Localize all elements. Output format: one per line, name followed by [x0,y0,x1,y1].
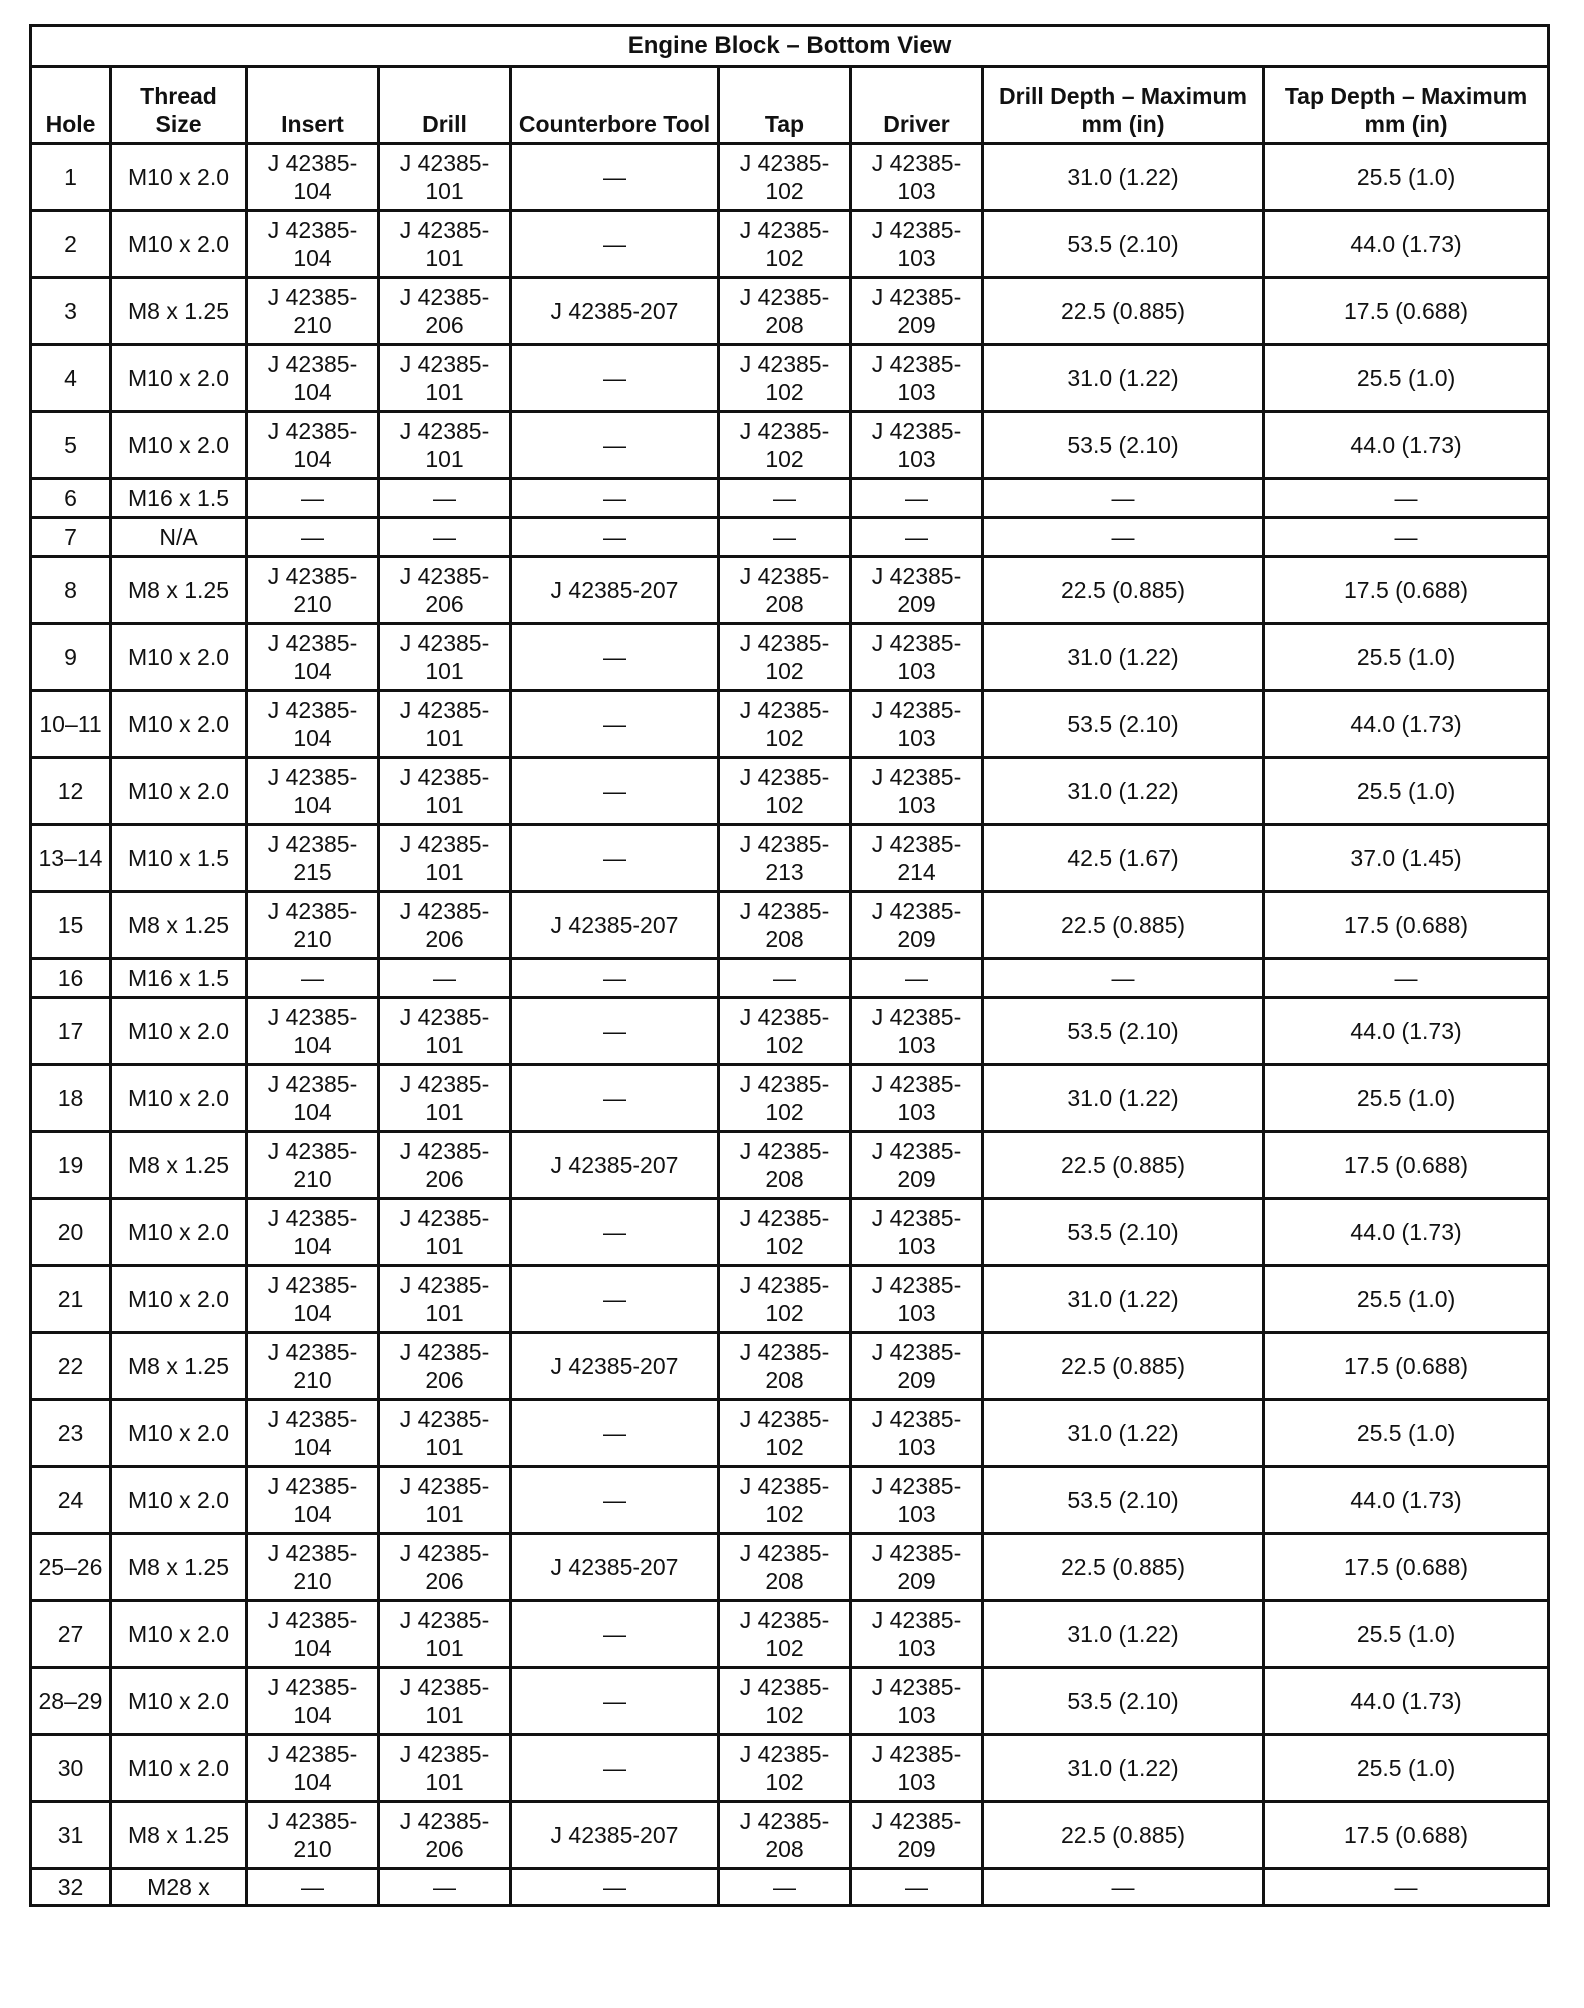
cell-tap: — [719,518,851,557]
cell-tap: J 42385-208 [719,892,851,959]
cell-drill-depth: — [983,1869,1264,1906]
cell-tap: — [719,479,851,518]
cell-drill: J 42385-206 [379,557,511,624]
cell-hole: 16 [31,959,111,998]
cell-insert: J 42385-104 [247,1467,379,1534]
cell-drill-depth: 22.5 (0.885) [983,1534,1264,1601]
cell-tap-depth: 44.0 (1.73) [1264,1668,1549,1735]
cell-counterbore-tool: — [511,624,719,691]
cell-tap-depth: — [1264,959,1549,998]
cell-drill-depth: 22.5 (0.885) [983,1132,1264,1199]
cell-counterbore-tool: — [511,412,719,479]
cell-tap-depth: 17.5 (0.688) [1264,278,1549,345]
cell-hole: 28–29 [31,1668,111,1735]
cell-drill: J 42385-101 [379,825,511,892]
cell-driver: — [851,959,983,998]
cell-driver: J 42385-103 [851,412,983,479]
cell-hole: 23 [31,1400,111,1467]
cell-drill: — [379,518,511,557]
cell-counterbore-tool: J 42385-207 [511,557,719,624]
table-row [31,1132,1549,1199]
cell-driver: J 42385-103 [851,758,983,825]
cell-insert: J 42385-104 [247,691,379,758]
cell-hole: 21 [31,1266,111,1333]
cell-thread-size: M8 x 1.25 [111,892,247,959]
cell-drill-depth: 31.0 (1.22) [983,1065,1264,1132]
cell-tap-depth: 25.5 (1.0) [1264,1065,1549,1132]
cell-drill-depth: — [983,479,1264,518]
cell-insert: J 42385-210 [247,892,379,959]
cell-counterbore-tool: — [511,1199,719,1266]
cell-thread-size: M10 x 2.0 [111,1065,247,1132]
cell-thread-size: M10 x 2.0 [111,1400,247,1467]
cell-insert: J 42385-104 [247,998,379,1065]
cell-hole: 13–14 [31,825,111,892]
cell-tap-depth: 25.5 (1.0) [1264,144,1549,211]
cell-drill: J 42385-101 [379,758,511,825]
table-row [31,1467,1549,1534]
cell-insert: J 42385-104 [247,1400,379,1467]
cell-tap-depth: 25.5 (1.0) [1264,1266,1549,1333]
cell-tap-depth: 37.0 (1.45) [1264,825,1549,892]
table-title: Engine Block – Bottom View [31,26,1549,67]
cell-counterbore-tool: — [511,518,719,557]
cell-drill-depth: 31.0 (1.22) [983,758,1264,825]
cell-thread-size: M10 x 2.0 [111,345,247,412]
cell-counterbore-tool: — [511,1869,719,1906]
table-row [31,1735,1549,1802]
cell-thread-size: M10 x 2.0 [111,1601,247,1668]
cell-hole: 17 [31,998,111,1065]
cell-tap: J 42385-102 [719,412,851,479]
table-row [31,1802,1549,1869]
cell-drill-depth: 31.0 (1.22) [983,345,1264,412]
cell-drill-depth: 53.5 (2.10) [983,1668,1264,1735]
cell-tap: J 42385-102 [719,691,851,758]
cell-counterbore-tool: — [511,1467,719,1534]
cell-driver: — [851,479,983,518]
cell-tap-depth: — [1264,1869,1549,1906]
cell-drill: — [379,479,511,518]
cell-drill-depth: — [983,959,1264,998]
cell-tap-depth: 17.5 (0.688) [1264,557,1549,624]
cell-drill-depth: 31.0 (1.22) [983,144,1264,211]
cell-hole: 20 [31,1199,111,1266]
cell-tap-depth: 25.5 (1.0) [1264,624,1549,691]
cell-hole: 9 [31,624,111,691]
cell-drill: J 42385-101 [379,624,511,691]
cell-insert: — [247,1869,379,1906]
table-row [31,1199,1549,1266]
cell-hole: 1 [31,144,111,211]
cell-thread-size: M10 x 2.0 [111,1266,247,1333]
table-row [31,518,1549,557]
cell-thread-size: M10 x 2.0 [111,758,247,825]
cell-drill: J 42385-101 [379,1400,511,1467]
cell-insert: — [247,518,379,557]
cell-counterbore-tool: — [511,1065,719,1132]
cell-counterbore-tool: — [511,345,719,412]
cell-driver: J 42385-209 [851,278,983,345]
cell-tap-depth: 44.0 (1.73) [1264,412,1549,479]
cell-tap: J 42385-102 [719,1266,851,1333]
cell-drill: J 42385-101 [379,144,511,211]
column-header: Driver [851,67,983,144]
cell-tap: — [719,1869,851,1906]
cell-thread-size: M16 x 1.5 [111,479,247,518]
cell-drill: J 42385-206 [379,892,511,959]
cell-drill: J 42385-101 [379,412,511,479]
cell-hole: 12 [31,758,111,825]
cell-driver: J 42385-103 [851,1601,983,1668]
table-body [31,144,1549,1906]
cell-tap-depth: 44.0 (1.73) [1264,1199,1549,1266]
cell-tap: J 42385-208 [719,557,851,624]
table-row [31,1266,1549,1333]
cell-counterbore-tool: — [511,211,719,278]
cell-hole: 30 [31,1735,111,1802]
cell-driver: J 42385-103 [851,1199,983,1266]
cell-thread-size: M8 x 1.25 [111,557,247,624]
cell-tap: J 42385-102 [719,345,851,412]
cell-counterbore-tool: — [511,691,719,758]
table-row [31,959,1549,998]
cell-driver: J 42385-103 [851,1400,983,1467]
table-row [31,1333,1549,1400]
cell-counterbore-tool: — [511,1668,719,1735]
cell-insert: J 42385-210 [247,1333,379,1400]
cell-thread-size: M8 x 1.25 [111,1132,247,1199]
cell-drill-depth: 53.5 (2.10) [983,691,1264,758]
column-header: Thread Size [111,67,247,144]
cell-driver: J 42385-103 [851,1735,983,1802]
cell-counterbore-tool: J 42385-207 [511,278,719,345]
cell-tap-depth: 17.5 (0.688) [1264,892,1549,959]
cell-tap-depth: 17.5 (0.688) [1264,1333,1549,1400]
table-row [31,691,1549,758]
column-header: Counterbore Tool [511,67,719,144]
cell-counterbore-tool: — [511,959,719,998]
header-row [31,67,1549,144]
cell-tap-depth: 17.5 (0.688) [1264,1802,1549,1869]
cell-insert: J 42385-104 [247,1735,379,1802]
cell-drill: J 42385-101 [379,211,511,278]
cell-tap-depth: 17.5 (0.688) [1264,1534,1549,1601]
cell-hole: 7 [31,518,111,557]
cell-insert: J 42385-210 [247,278,379,345]
cell-drill: J 42385-101 [379,1065,511,1132]
cell-thread-size: M10 x 2.0 [111,1668,247,1735]
table-row [31,412,1549,479]
cell-tap: J 42385-208 [719,1534,851,1601]
cell-tap: J 42385-102 [719,1668,851,1735]
cell-tap: J 42385-102 [719,1065,851,1132]
column-header: Insert [247,67,379,144]
cell-drill-depth: 22.5 (0.885) [983,1333,1264,1400]
cell-tap: J 42385-208 [719,278,851,345]
cell-driver: J 42385-103 [851,211,983,278]
cell-drill-depth: 22.5 (0.885) [983,1802,1264,1869]
cell-hole: 4 [31,345,111,412]
cell-drill-depth: 22.5 (0.885) [983,278,1264,345]
cell-drill: J 42385-101 [379,1601,511,1668]
cell-counterbore-tool: J 42385-207 [511,892,719,959]
cell-drill-depth: — [983,518,1264,557]
cell-driver: — [851,518,983,557]
cell-tap: J 42385-102 [719,1735,851,1802]
cell-insert: J 42385-104 [247,624,379,691]
cell-tap: J 42385-208 [719,1802,851,1869]
cell-tap: J 42385-102 [719,624,851,691]
table-row [31,211,1549,278]
cell-thread-size: M16 x 1.5 [111,959,247,998]
cell-drill-depth: 22.5 (0.885) [983,557,1264,624]
cell-counterbore-tool: — [511,144,719,211]
table-row [31,1869,1549,1906]
cell-tap: J 42385-102 [719,1601,851,1668]
cell-thread-size: M10 x 2.0 [111,624,247,691]
cell-counterbore-tool: J 42385-207 [511,1534,719,1601]
cell-driver: J 42385-103 [851,624,983,691]
cell-counterbore-tool: — [511,998,719,1065]
table-row [31,1400,1549,1467]
cell-driver: J 42385-103 [851,691,983,758]
cell-thread-size: M10 x 2.0 [111,211,247,278]
cell-drill-depth: 31.0 (1.22) [983,1735,1264,1802]
cell-insert: J 42385-104 [247,412,379,479]
cell-drill-depth: 31.0 (1.22) [983,1601,1264,1668]
cell-driver: J 42385-103 [851,1266,983,1333]
cell-counterbore-tool: J 42385-207 [511,1802,719,1869]
column-header: Drill Depth – Maximum mm (in) [983,67,1264,144]
cell-thread-size: M10 x 2.0 [111,412,247,479]
cell-hole: 10–11 [31,691,111,758]
cell-tap: J 42385-102 [719,1400,851,1467]
cell-driver: J 42385-103 [851,998,983,1065]
cell-drill: J 42385-206 [379,1333,511,1400]
cell-thread-size: N/A [111,518,247,557]
column-header: Hole [31,67,111,144]
cell-hole: 2 [31,211,111,278]
document-sheet [29,24,1547,1907]
table-row [31,1668,1549,1735]
cell-drill-depth: 53.5 (2.10) [983,998,1264,1065]
column-header: Drill [379,67,511,144]
cell-drill-depth: 31.0 (1.22) [983,1266,1264,1333]
cell-drill: J 42385-101 [379,345,511,412]
cell-drill: J 42385-101 [379,1467,511,1534]
cell-drill-depth: 53.5 (2.10) [983,1199,1264,1266]
cell-insert: J 42385-104 [247,345,379,412]
cell-driver: J 42385-103 [851,1467,983,1534]
cell-drill: J 42385-101 [379,1735,511,1802]
cell-drill: J 42385-206 [379,1534,511,1601]
cell-hole: 31 [31,1802,111,1869]
cell-insert: J 42385-104 [247,1065,379,1132]
cell-thread-size: M10 x 2.0 [111,1467,247,1534]
cell-drill-depth: 31.0 (1.22) [983,1400,1264,1467]
cell-tap-depth: 25.5 (1.0) [1264,758,1549,825]
cell-thread-size: M10 x 2.0 [111,1735,247,1802]
cell-insert: J 42385-210 [247,1802,379,1869]
cell-hole: 18 [31,1065,111,1132]
cell-tap: J 42385-102 [719,1199,851,1266]
table-row [31,144,1549,211]
cell-tap: J 42385-208 [719,1132,851,1199]
cell-counterbore-tool: — [511,758,719,825]
cell-drill: J 42385-101 [379,1266,511,1333]
cell-tap-depth: 44.0 (1.73) [1264,998,1549,1065]
cell-tap: J 42385-102 [719,144,851,211]
cell-drill-depth: 31.0 (1.22) [983,624,1264,691]
cell-thread-size: M8 x 1.25 [111,1333,247,1400]
cell-counterbore-tool: — [511,1400,719,1467]
column-header: Tap [719,67,851,144]
cell-hole: 32 [31,1869,111,1906]
cell-drill: — [379,959,511,998]
cell-thread-size: M8 x 1.25 [111,1534,247,1601]
cell-driver: J 42385-103 [851,1668,983,1735]
cell-tap: J 42385-213 [719,825,851,892]
cell-insert: J 42385-210 [247,557,379,624]
table-row [31,624,1549,691]
engine-block-table [29,24,1550,1907]
cell-insert: J 42385-104 [247,1601,379,1668]
cell-counterbore-tool: — [511,1266,719,1333]
cell-driver: J 42385-209 [851,892,983,959]
cell-insert: J 42385-104 [247,1266,379,1333]
cell-hole: 19 [31,1132,111,1199]
cell-insert: J 42385-104 [247,211,379,278]
cell-tap-depth: — [1264,479,1549,518]
column-header: Tap Depth – Maximum mm (in) [1264,67,1549,144]
table-row [31,557,1549,624]
cell-thread-size: M10 x 2.0 [111,691,247,758]
cell-insert: J 42385-210 [247,1132,379,1199]
table-row [31,345,1549,412]
cell-drill: J 42385-101 [379,1668,511,1735]
table-row [31,825,1549,892]
cell-tap: J 42385-208 [719,1333,851,1400]
cell-hole: 15 [31,892,111,959]
cell-driver: J 42385-103 [851,144,983,211]
cell-driver: J 42385-214 [851,825,983,892]
cell-counterbore-tool: — [511,1601,719,1668]
cell-tap: J 42385-102 [719,758,851,825]
table-row [31,479,1549,518]
cell-thread-size: M10 x 1.5 [111,825,247,892]
cell-drill-depth: 42.5 (1.67) [983,825,1264,892]
cell-tap-depth: 25.5 (1.0) [1264,1601,1549,1668]
cell-drill: J 42385-206 [379,1132,511,1199]
cell-insert: J 42385-104 [247,144,379,211]
cell-insert: J 42385-104 [247,1199,379,1266]
cell-counterbore-tool: — [511,825,719,892]
cell-drill-depth: 22.5 (0.885) [983,892,1264,959]
table-row [31,892,1549,959]
cell-hole: 22 [31,1333,111,1400]
cell-counterbore-tool: J 42385-207 [511,1333,719,1400]
cell-drill-depth: 53.5 (2.10) [983,1467,1264,1534]
cell-driver: J 42385-103 [851,1065,983,1132]
cell-thread-size: M8 x 1.25 [111,1802,247,1869]
cell-tap: J 42385-102 [719,211,851,278]
cell-driver: J 42385-209 [851,557,983,624]
cell-hole: 6 [31,479,111,518]
cell-hole: 8 [31,557,111,624]
cell-hole: 27 [31,1601,111,1668]
cell-insert: J 42385-104 [247,1668,379,1735]
cell-drill: J 42385-101 [379,691,511,758]
table-row [31,1601,1549,1668]
cell-counterbore-tool: J 42385-207 [511,1132,719,1199]
cell-tap-depth: 44.0 (1.73) [1264,691,1549,758]
cell-tap-depth: 25.5 (1.0) [1264,1735,1549,1802]
cell-drill-depth: 53.5 (2.10) [983,412,1264,479]
cell-tap-depth: — [1264,518,1549,557]
cell-driver: J 42385-209 [851,1132,983,1199]
cell-thread-size: M8 x 1.25 [111,278,247,345]
cell-insert: — [247,479,379,518]
cell-driver: J 42385-209 [851,1802,983,1869]
cell-thread-size: M28 x [111,1869,247,1906]
cell-counterbore-tool: — [511,1735,719,1802]
cell-hole: 24 [31,1467,111,1534]
cell-driver: J 42385-209 [851,1333,983,1400]
cell-drill: J 42385-101 [379,998,511,1065]
cell-drill: J 42385-101 [379,1199,511,1266]
cell-tap-depth: 44.0 (1.73) [1264,211,1549,278]
cell-tap-depth: 44.0 (1.73) [1264,1467,1549,1534]
cell-insert: — [247,959,379,998]
cell-tap: J 42385-102 [719,1467,851,1534]
cell-drill: — [379,1869,511,1906]
table-row [31,758,1549,825]
cell-hole: 5 [31,412,111,479]
table-row [31,278,1549,345]
cell-tap-depth: 17.5 (0.688) [1264,1132,1549,1199]
cell-drill: J 42385-206 [379,278,511,345]
cell-hole: 3 [31,278,111,345]
table-row [31,1534,1549,1601]
cell-driver: J 42385-209 [851,1534,983,1601]
cell-tap-depth: 25.5 (1.0) [1264,345,1549,412]
cell-driver: — [851,1869,983,1906]
cell-thread-size: M10 x 2.0 [111,1199,247,1266]
cell-tap: — [719,959,851,998]
table-row [31,998,1549,1065]
cell-thread-size: M10 x 2.0 [111,144,247,211]
cell-insert: J 42385-215 [247,825,379,892]
cell-drill: J 42385-206 [379,1802,511,1869]
cell-counterbore-tool: — [511,479,719,518]
cell-tap-depth: 25.5 (1.0) [1264,1400,1549,1467]
cell-insert: J 42385-104 [247,758,379,825]
cell-drill-depth: 53.5 (2.10) [983,211,1264,278]
cell-insert: J 42385-210 [247,1534,379,1601]
cell-tap: J 42385-102 [719,998,851,1065]
table-row [31,1065,1549,1132]
cell-driver: J 42385-103 [851,345,983,412]
cell-hole: 25–26 [31,1534,111,1601]
cell-thread-size: M10 x 2.0 [111,998,247,1065]
